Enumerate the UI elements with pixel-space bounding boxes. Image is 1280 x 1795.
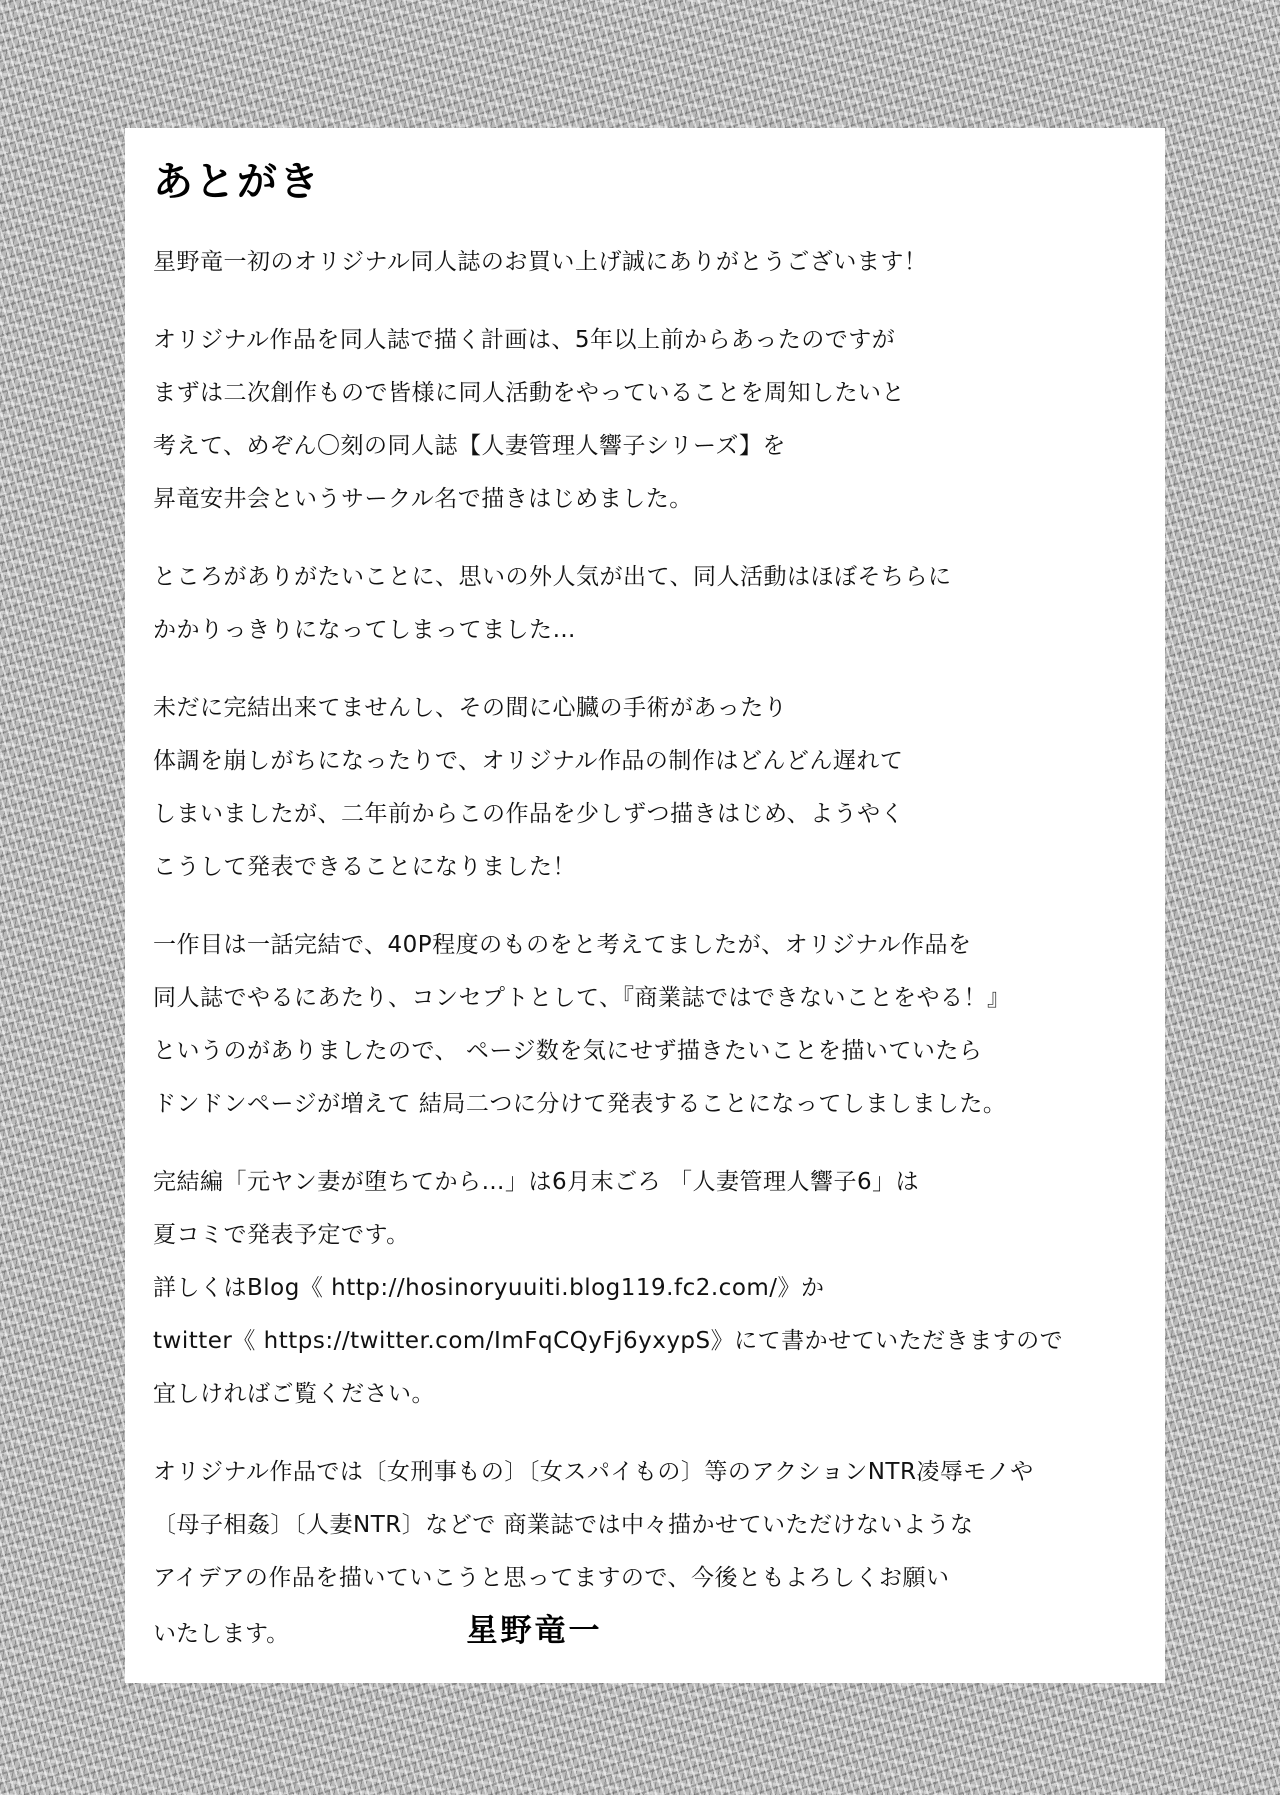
paragraph-delay — [153, 682, 1137, 894]
text-line: 同人誌でやるにあたり、コンセプトとして、『商業誌ではできないことをやる！』 — [153, 985, 1011, 1011]
text-line: 未だに完結出来てませんし、その間に心臓の手術があったり — [153, 695, 788, 721]
text-line: かかりっきりになってしまってました… — [153, 617, 576, 643]
blog-link-line: 詳しくはBlog《 http://hosinoryuuiti.blog119.fc2.com/》か — [153, 1275, 825, 1301]
text-line: 昇竜安井会というサークル名で描きはじめました。 — [153, 486, 693, 512]
paragraph-popularity — [153, 551, 1137, 657]
text-line: こうして発表できることになりました！ — [153, 854, 576, 880]
paragraph-plan — [153, 314, 1137, 526]
afterword-page — [125, 128, 1165, 1683]
text-line: ところがありがたいことに、思いの外人気が出て、同人活動はほぼそちらに — [153, 564, 952, 590]
text-line: 体調を崩しがちになったりで、オリジナル作品の制作はどんどん遅れて — [153, 748, 904, 774]
paragraph-concept — [153, 919, 1137, 1131]
text-line: 一作目は一話完結で、40P程度のものをと考えてましたが、オリジナル作品を — [153, 932, 972, 958]
text-line: オリジナル作品では〔女刑事もの〕〔女スパイもの〕等のアクションNTR凌辱モノや — [153, 1459, 1034, 1485]
text-line: 完結編「元ヤン妻が堕ちてから…」は6月末ごろ 「人妻管理人響子6」は — [153, 1169, 920, 1195]
text-line: しまいましたが、二年前からこの作品を少しずつ描きはじめ、ようやく — [153, 801, 905, 827]
text-line: というのがありましたので、 ページ数を気にせず描きたいことを描いていたら — [153, 1038, 983, 1064]
text-line: まずは二次創作もので皆様に同人活動をやっていることを周知したいと — [153, 380, 905, 406]
paragraph-announcement — [153, 1156, 1137, 1421]
text-line: 考えて、めぞん〇刻の同人誌【人妻管理人響子シリーズ】を — [153, 433, 786, 459]
closing-text: いたします。 — [153, 1621, 290, 1647]
text-line: アイデアの作品を描いていこうと思ってますので、今後ともよろしくお願い — [153, 1565, 950, 1591]
text-line: 星野竜一初のオリジナル同人誌のお買い上げ誠にありがとうございます！ — [153, 249, 928, 275]
text-line: 宜しければご覧ください。 — [153, 1381, 435, 1407]
text-line: オリジナル作品を同人誌で描く計画は、5年以上前からあったのですが — [153, 327, 896, 353]
paragraph-thanks — [153, 236, 1137, 289]
text-line: ドンドンページが増えて 結局二つに分けて発表することになってしましました。 — [153, 1091, 1007, 1117]
twitter-link-line: twitter《 https://twitter.com/ImFqCQyFj6yxypS》にて書かせていただきますので — [153, 1328, 1064, 1354]
text-line: 夏コミで発表予定です。 — [153, 1222, 410, 1248]
closing-line — [153, 1605, 1137, 1661]
author-signature: 星野竜一 — [466, 1613, 603, 1649]
paragraph-future — [153, 1446, 1137, 1661]
text-line: 〔母子相姦〕〔人妻NTR〕などで 商業誌では中々描かせていただけないような — [153, 1512, 974, 1538]
page-title: あとがき — [153, 159, 321, 205]
